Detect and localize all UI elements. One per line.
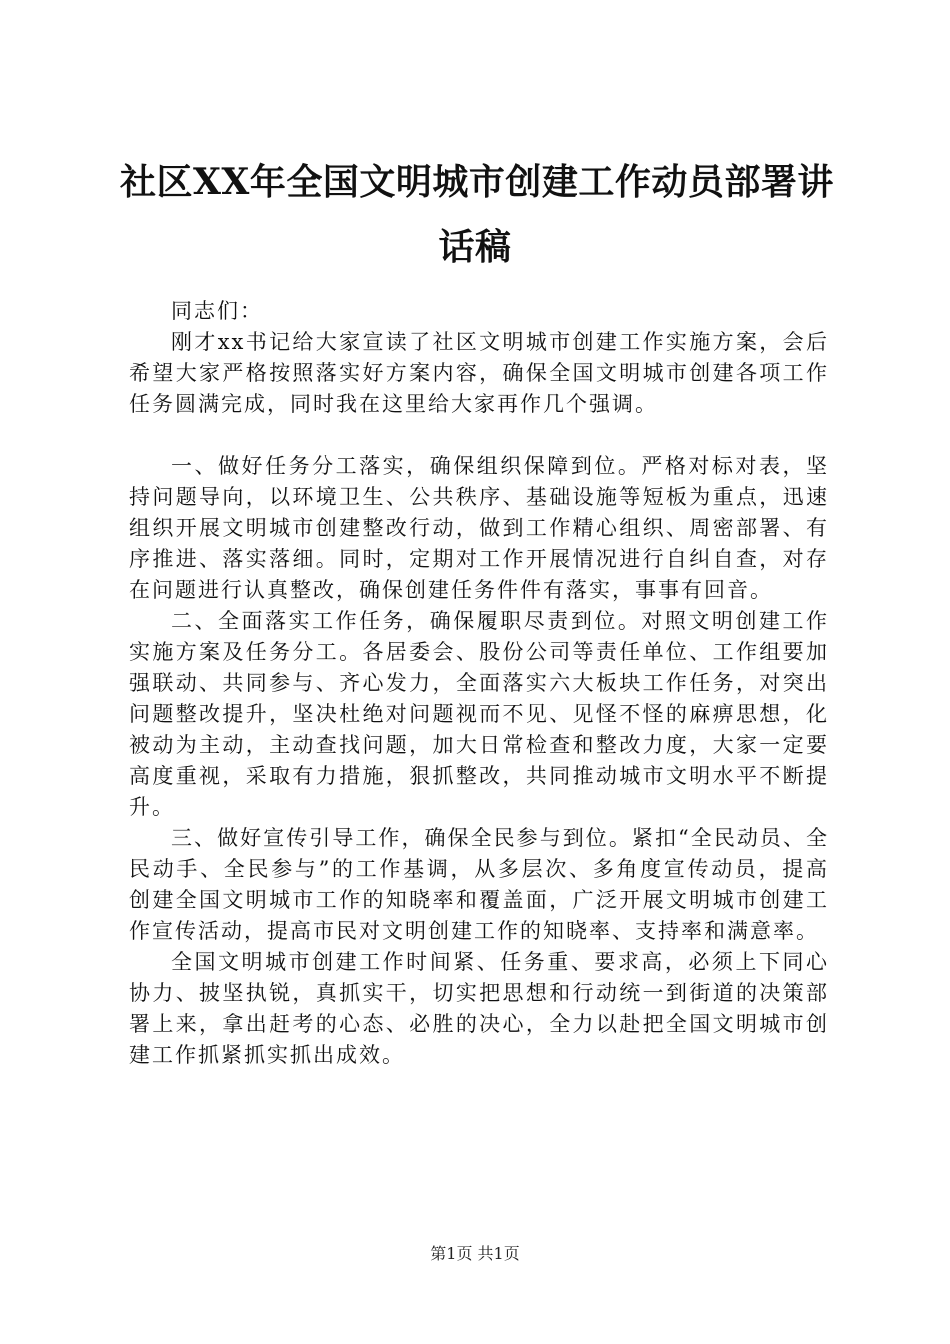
document-title-line-1: 社区XX年全国文明城市创建工作动员部署讲 (120, 161, 834, 203)
paragraph-intro: 刚才xx书记给大家宣读了社区文明城市创建工作实施方案，会后希望大家严格按照落实好方案内容，确保全国文明城市创建各项工作任务圆满完成，同时我在这里给大家再作几个强调。 (129, 330, 829, 416)
page-footer: 第1页 共1页 (430, 1244, 520, 1263)
paragraph-conclusion: 全国文明城市创建工作时间紧、任务重、要求高，必须上下同心协力、披坚执锐，真抓实干，切实把思想和行动统一到街道的决策部署上来，拿出赶考的心态、必胜的决心，全力以赴把全国文明城市创建工作抓紧抓实抓出成效。 (129, 950, 829, 1067)
document-body (129, 296, 829, 1071)
paragraph-spacer (129, 420, 829, 451)
paragraph-point-2: 二、全面落实工作任务，确保履职尽责到位。对照文明创建工作实施方案及任务分工。各居委会、股份公司等责任单位、工作组要加强联动、共同参与、齐心发力，全面落实六大板块工作任务，对突出问题整改提升，坚决杜绝对问题视而不见、见怪不怪的麻痹思想，化被动为主动，主动查找问题，加大日常检查和整改力度，大家一定要高度重视，采取有力措施，狠抓整改，共同推动城市文明水平不断提升。 (129, 609, 829, 819)
salutation: 同志们： (171, 299, 263, 323)
document-title-line-2: 话稿 (438, 226, 512, 268)
paragraph-point-1: 一、做好任务分工落实，确保组织保障到位。严格对标对表，坚持问题导向，以环境卫生、公共秩序、基础设施等短板为重点，迅速组织开展文明城市创建整改行动，做到工作精心组织、周密部署、有序推进、落实落细。同时，定期对工作开展情况进行自纠自查，对存在问题进行认真整改，确保创建任务件件有落实，事事有回音。 (129, 454, 829, 602)
paragraph-point-3: 三、做好宣传引导工作，确保全民参与到位。紧扣“全民动员、全民动手、全民参与”的工作基调，从多层次、多角度宣传动员，提高创建全国文明城市工作的知晓率和覆盖面，广泛开展文明城市创建工作宣传活动，提高市民对文明创建工作的知晓率、支持率和满意率。 (129, 826, 829, 943)
